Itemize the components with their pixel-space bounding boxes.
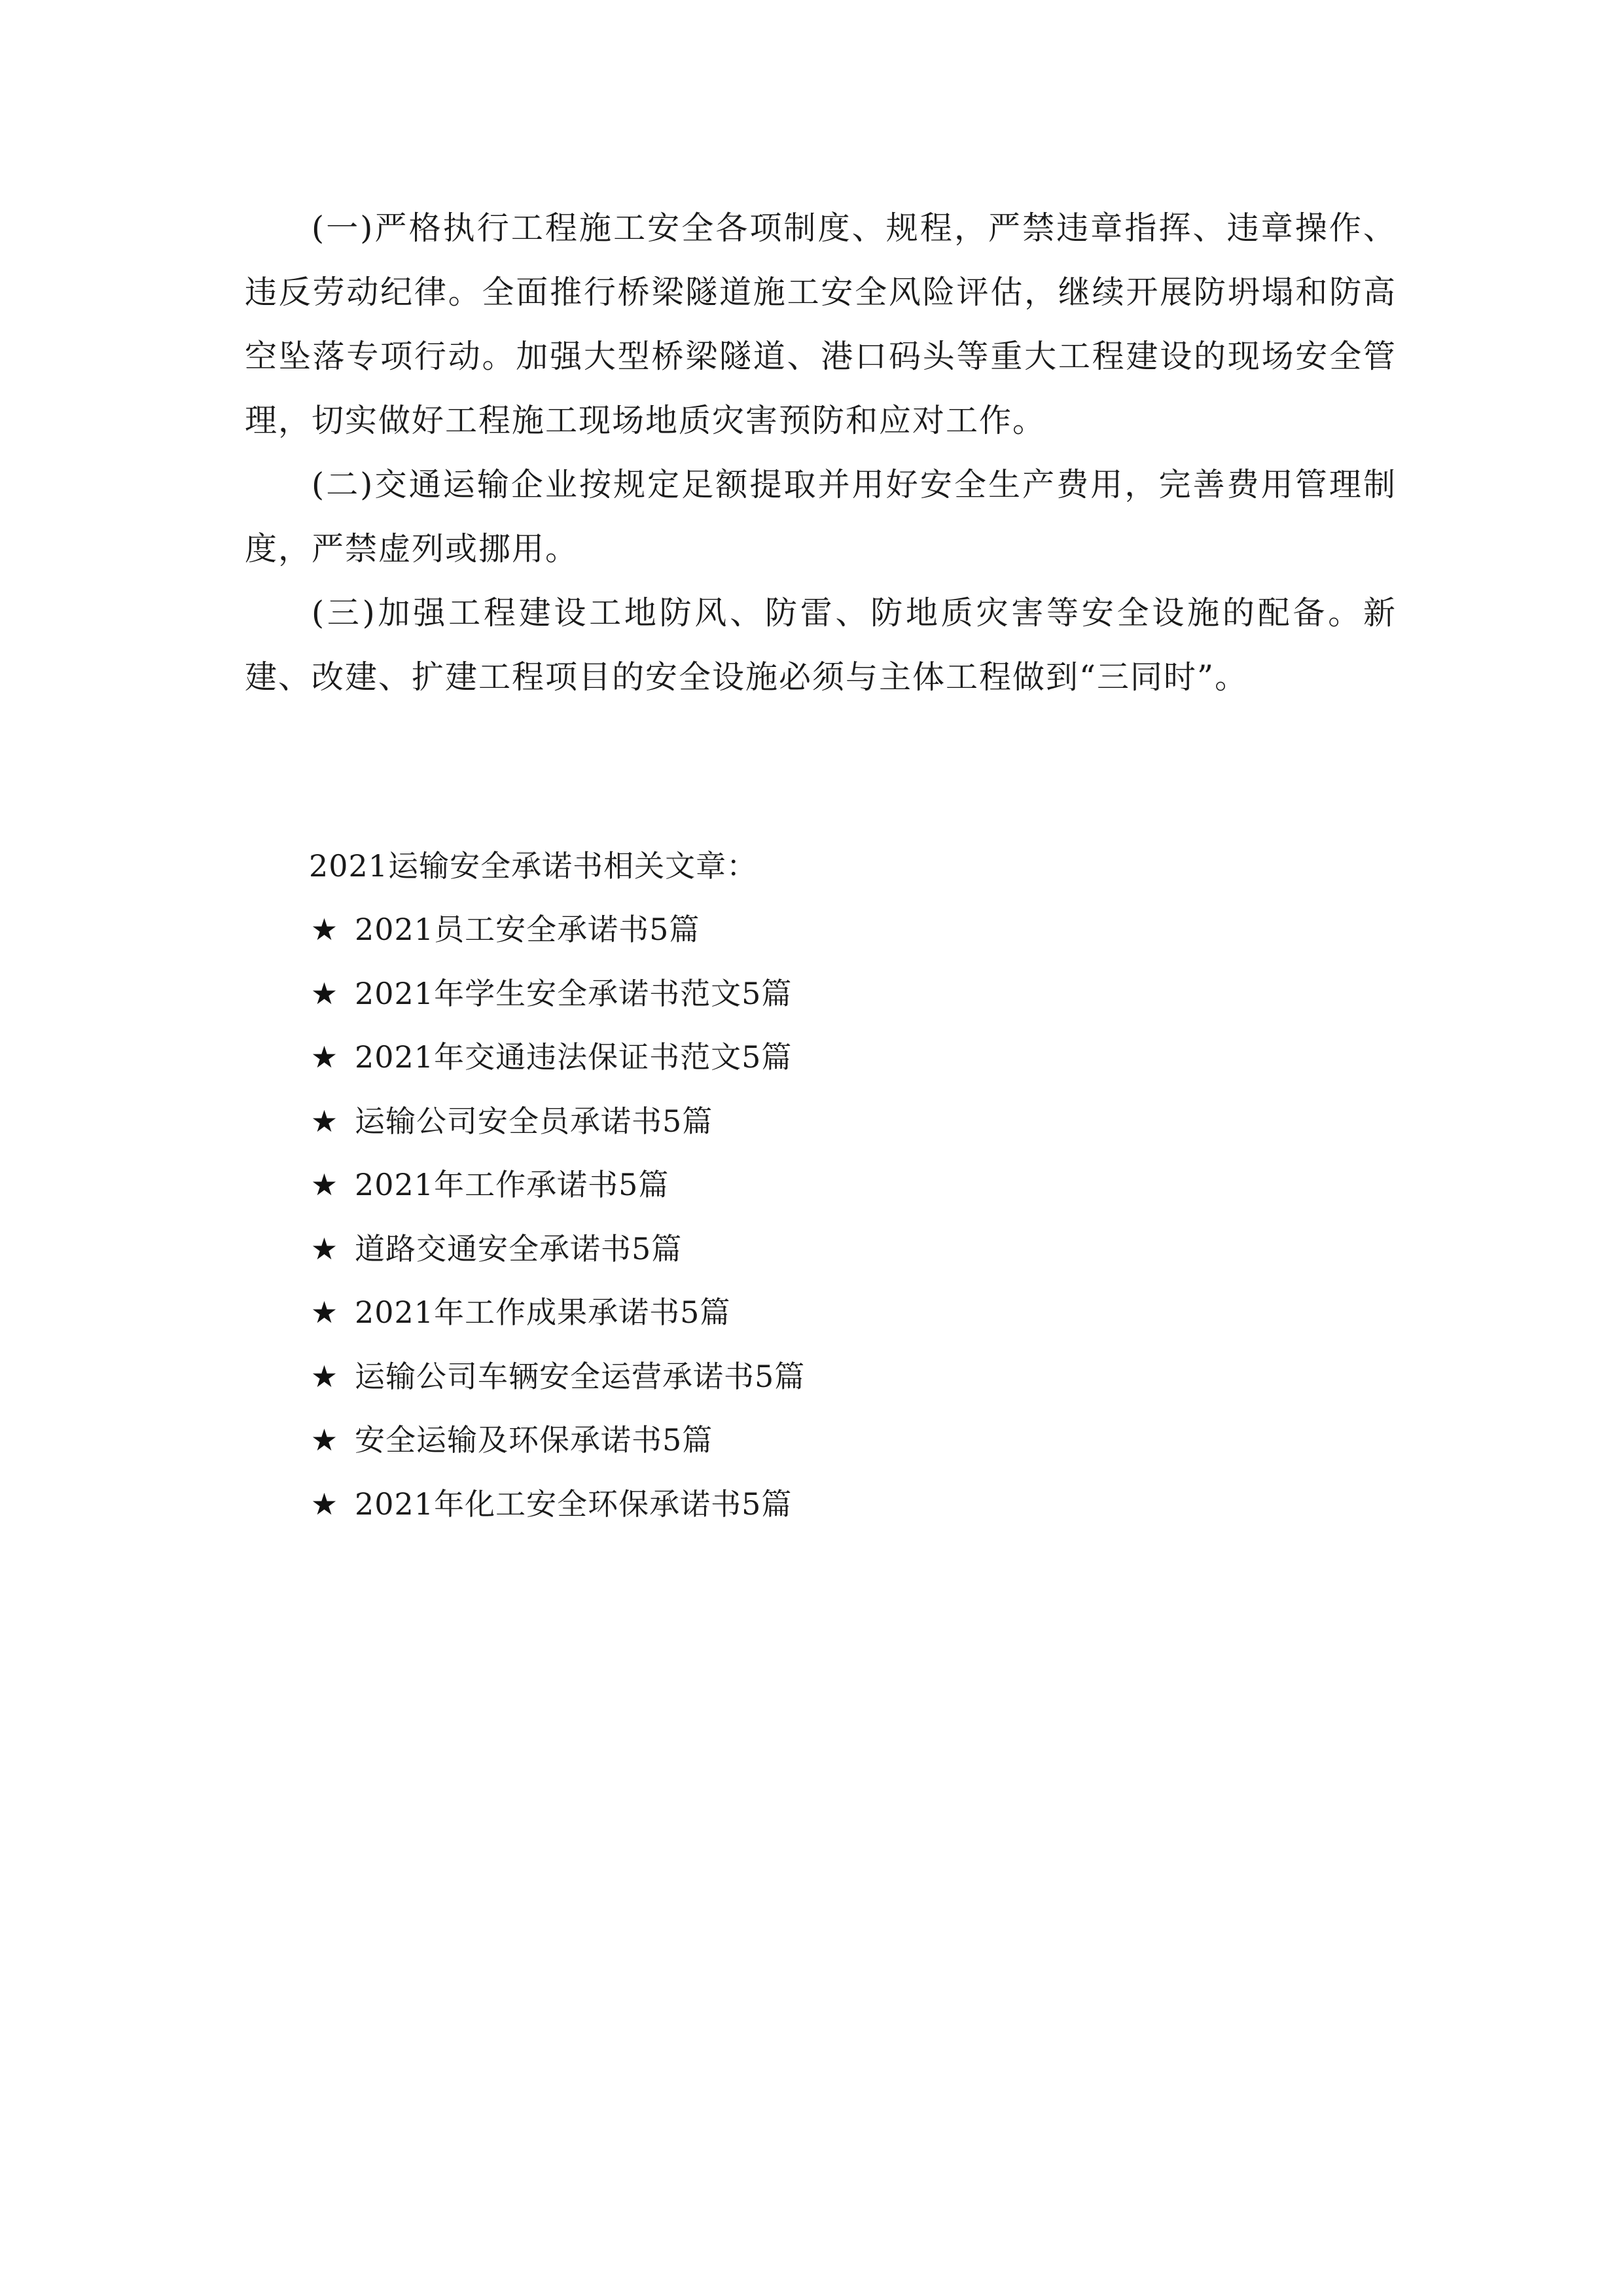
paragraph-3: (三)加强工程建设工地防风、防雷、防地质灾害等安全设施的配备。新建、改建、扩建工程项目的安全设施必须与主体工程做到“三同时”。 [245,594,1397,696]
list-item[interactable] [309,1473,1291,1537]
list-item[interactable] [309,1408,1291,1473]
star-icon: ★ [310,1230,339,1266]
star-icon: ★ [310,912,339,948]
star-icon: ★ [310,1167,339,1203]
list-item[interactable] [309,1026,1291,1090]
list-item[interactable] [309,1153,1291,1217]
related-articles [309,834,1291,1536]
star-icon: ★ [310,1358,339,1394]
list-item[interactable] [309,1345,1291,1409]
related-article-link[interactable]: 2021年化工安全环保承诺书5篇 [355,1486,793,1522]
related-article-link[interactable]: 运输公司车辆安全运营承诺书5篇 [355,1358,806,1394]
list-item[interactable] [309,1281,1291,1345]
document-body [245,196,1397,709]
paragraph-2: (二)交通运输企业按规定足额提取并用好安全生产费用，完善费用管理制度，严禁虚列或挪用。 [245,466,1397,567]
related-article-link[interactable]: 2021年工作成果承诺书5篇 [355,1295,731,1331]
star-icon: ★ [310,1295,339,1331]
star-icon: ★ [310,1422,339,1458]
related-article-link[interactable]: 道路交通安全承诺书5篇 [355,1230,683,1266]
star-icon: ★ [310,1486,339,1522]
related-article-link[interactable]: 2021年学生安全承诺书范文5篇 [355,975,793,1011]
related-article-link[interactable]: 运输公司安全员承诺书5篇 [355,1103,713,1139]
related-article-link[interactable]: 安全运输及环保承诺书5篇 [355,1422,713,1458]
list-item[interactable] [309,1090,1291,1154]
related-article-link[interactable]: 2021员工安全承诺书5篇 [355,912,700,948]
related-articles-title: 2021运输安全承诺书相关文章： [309,848,758,884]
list-item[interactable] [309,1217,1291,1282]
list-item[interactable] [309,898,1291,962]
star-icon: ★ [310,1103,339,1139]
paragraph-1: (一)严格执行工程施工安全各项制度、规程，严禁违章指挥、违章操作、违反劳动纪律。全面推行桥梁隧道施工安全风险评估，继续开展防坍塌和防高空坠落专项行动。加强大型桥梁隧道、港口码头等重大工程建设的现场安全管理，切实做好工程施工现场地质灾害预防和应对工作。 [245,209,1397,439]
star-icon: ★ [310,975,339,1011]
related-article-link[interactable]: 2021年交通违法保证书范文5篇 [355,1039,793,1075]
list-item[interactable] [309,962,1291,1026]
related-article-link[interactable]: 2021年工作承诺书5篇 [355,1167,669,1203]
related-articles-list [309,898,1291,1536]
star-icon: ★ [310,1039,339,1075]
